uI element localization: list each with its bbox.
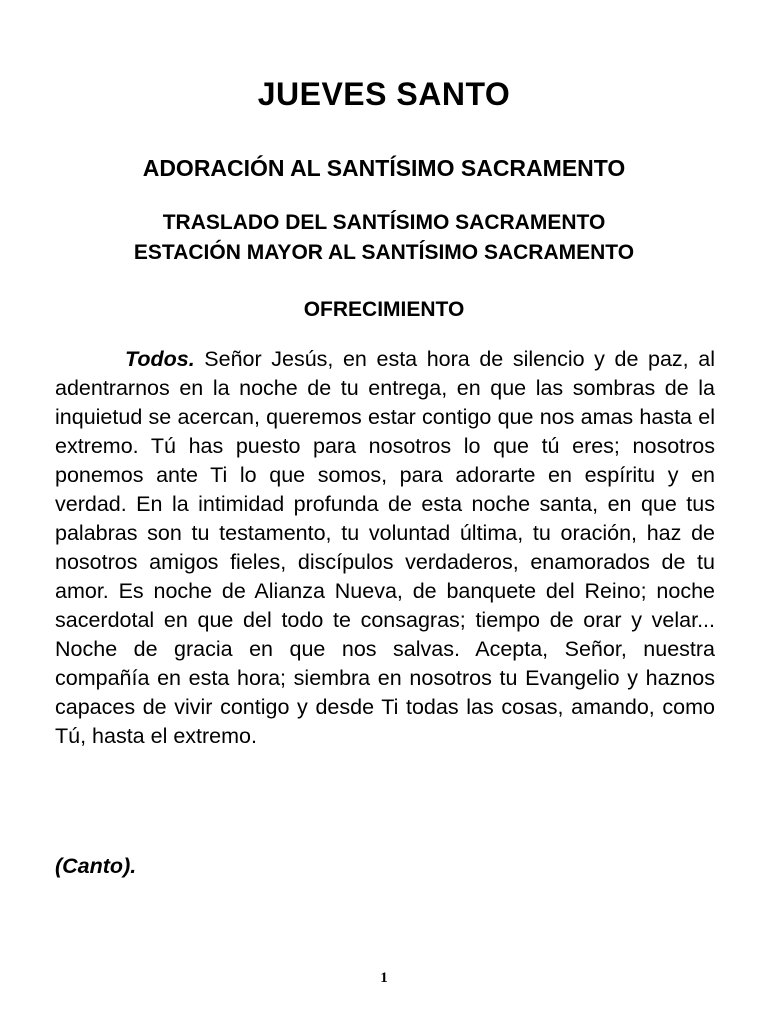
speaker-label: Todos.	[125, 347, 195, 371]
page-number: 1	[380, 970, 388, 986]
ofrecimiento-paragraph	[55, 345, 715, 751]
paragraph-text: Señor Jesús, en esta hora de silencio y de paz, al adentrarnos en la noche de tu entrega, en que las sombras de la inquietud se acercan, queremos estar contigo que nos amas hasta el extremo. Tú has puesto para nosotros lo que tú eres; nosotros ponemos ante Ti lo que somos, para adorarte en espíritu y en verdad. En la intimidad profunda de esta noche santa, en que tus palabras son tu testamento, tu voluntad última, tu oración, haz de nosotros amigos fieles, discípulos verdaderos, enamorados de tu amor. Es noche de Alianza Nueva, de banquete del Reino; noche sacerdotal en que del todo te consagras; tiempo de orar y velar... Noche de gracia en que nos salvas. Acepta, Señor, nuestra compañía en esta hora; siembra en nosotros tu Evangelio y haznos capaces de vivir contigo y desde Ti todas las cosas, amando, como Tú, hasta el extremo.	[55, 347, 715, 748]
page-subtitle: ADORACIÓN AL SANTÍSIMO SACRAMENTO	[142, 155, 626, 181]
subheading-estacion: ESTACIÓN MAYOR AL SANTÍSIMO SACRAMENTO	[133, 241, 635, 264]
subheading-traslado: TRASLADO DEL SANTÍSIMO SACRAMENTO	[162, 211, 606, 234]
section-heading: OFRECIMIENTO	[303, 298, 465, 321]
subheadings	[0, 208, 768, 268]
canto-note: (Canto).	[55, 854, 137, 878]
page-title: JUEVES SANTO	[257, 76, 511, 112]
